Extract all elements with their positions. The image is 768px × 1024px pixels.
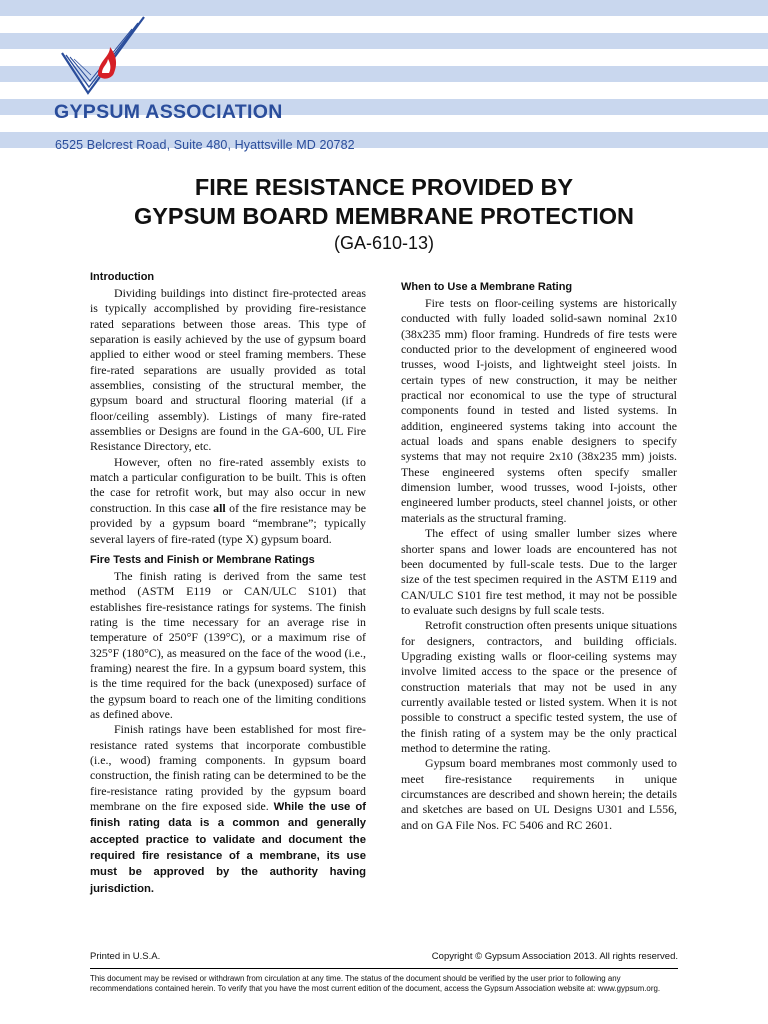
when-paragraph-4: Gypsum board membranes most commonly used to meet fire-resistance requirements in unique circumstances are described and shown herein; the details and sketches are based on UL Designs U301 and L556, and on GA File Nos. FC 5406 and RC 2601. — [401, 756, 677, 832]
section-heading-fire-tests: Fire Tests and Finish or Membrane Ratings — [90, 553, 315, 566]
right-column — [401, 280, 677, 833]
organization-name: GYPSUM ASSOCIATION — [54, 101, 283, 123]
section-heading-introduction: Introduction — [90, 271, 155, 283]
intro-emphasis-all: all — [213, 500, 226, 515]
left-column — [90, 270, 366, 897]
when-paragraph-3: Retrofit construction often presents unique situations for designers, contractors, and building officials. Upgrading existing walls or floor-ceiling systems may involve limited access to the space or the presence of construction materials that may not be used in any currently available tested or listed system. When it is not possible to construct a specific tested system, the use of the finish rating of a system may be the only practical method to determine the rating. — [401, 618, 677, 755]
copyright-notice: Copyright © Gypsum Association 2013. All rights reserved. — [431, 951, 678, 962]
when-paragraph-1: Fire tests on floor-ceiling systems are historically conducted with fully loaded solid-sawn nominal 2x10 (38x235 mm) floor framing. Hundreds of fire tests were conducted prior to the development of engineered wood trusses, wood I-joists, and lightweight steel joists. In certain types of new construction, it may be neither practical nor economical to use the type of structural components found in tested and listed systems. In addition, engineered systems taking into account the actual loads and spans enable designers to specify systems that may not require 2x10 (38x235 mm) joists. These engineered systems often specify smaller dimension lumber, wood trusses, wood I-joists, other engineered lumber products, steel channel joists, or other materials as the structural framing. — [401, 296, 677, 525]
document-title — [0, 173, 768, 231]
tests-paragraph-2-text: Finish ratings have been established for most fire-resistance rated systems that incorporate combustible (i.e., wood) framing components. In gypsum board construction, the finish rating can be determined to be the fire-resistance rating provided by the gypsum board membrane on the fire exposed side. — [90, 722, 366, 813]
tests-paragraph-1: The finish rating is derived from the same test method (ASTM E119 or CAN/ULC S101) that establishes fire-resistance ratings for systems. The finish rating is the time necessary for an average rise in temperature of 250°F (139°C), or a maximum rise of 325°F (180°C), as measured on the face of the wood (i.e., framing) nearest the fire. In a gypsum board system, this is the time required for the back (unexposed) surface of the gypsum board to reach one of the limiting conditions as defined above. — [90, 568, 366, 721]
organization-address: 6525 Belcrest Road, Suite 480, Hyattsville MD 20782 — [55, 138, 355, 152]
tests-approval-notice: While the use of finish rating data is a common and generally accepted practice to validate and document the required fire resistance of a membrane, its use must be approved by the authority having jurisdiction. — [90, 801, 366, 895]
when-paragraph-2: The effect of using smaller lumber sizes where shorter spans and lower loads are encountered has not been documented by full-scale tests. Due to the larger size of the test specimen required in the ASTM E119 and CAN/ULC S101 fire test method, it may not be possible to evaluate such designs by full scale tests. — [401, 526, 677, 617]
document-title-line2: GYPSUM BOARD MEMBRANE PROTECTION — [133, 203, 635, 229]
ga-check-flame-logo-icon — [58, 15, 148, 97]
intro-paragraph-2-text: However, often no fire-rated assembly exists to match a particular configuration to be built. This is often the case for retrofit work, but may also occur in new construction. In this case — [90, 454, 366, 515]
intro-paragraph-2 — [90, 455, 366, 547]
document-title-line1: FIRE RESISTANCE PROVIDED BY — [194, 174, 574, 200]
section-heading-when-to-use: When to Use a Membrane Rating — [401, 281, 573, 293]
intro-paragraph-1: Dividing buildings into distinct fire-protected areas is typically accomplished by providing fire-resistance rated separations between those areas. This type of separation is easily achieved by the use of gypsum board applied to either wood or steel framing members. These fire-rated separations are usually provided as total assemblies, consisting of the structural member, the gypsum board and structural flooring material (if a floor/ceiling assembly). Listings of many fire-rated assemblies or Designs are found in the GA-600, UL Fire Resistance Directory, etc. — [90, 286, 366, 454]
intro-paragraph-2-text-end: of the fire resistance may be provided by a gypsum board “membrane”; typically several layers of fire-rated (type X) gypsum board. — [90, 500, 366, 546]
footer-divider — [90, 968, 678, 969]
document-code: (GA-610-13) — [333, 233, 435, 253]
printed-in-notice: Printed in U.S.A. — [90, 951, 161, 962]
footer-disclaimer: This document may be revised or withdrawn from circulation at any time. The status of the document should be verified by the user prior to following any recommendations contained herein. To verify that you have the most current edition of the document, access the Gypsum Association website at: www.gypsum.org. — [90, 974, 661, 993]
tests-paragraph-2 — [90, 722, 366, 897]
header-stripe — [0, 0, 768, 16]
